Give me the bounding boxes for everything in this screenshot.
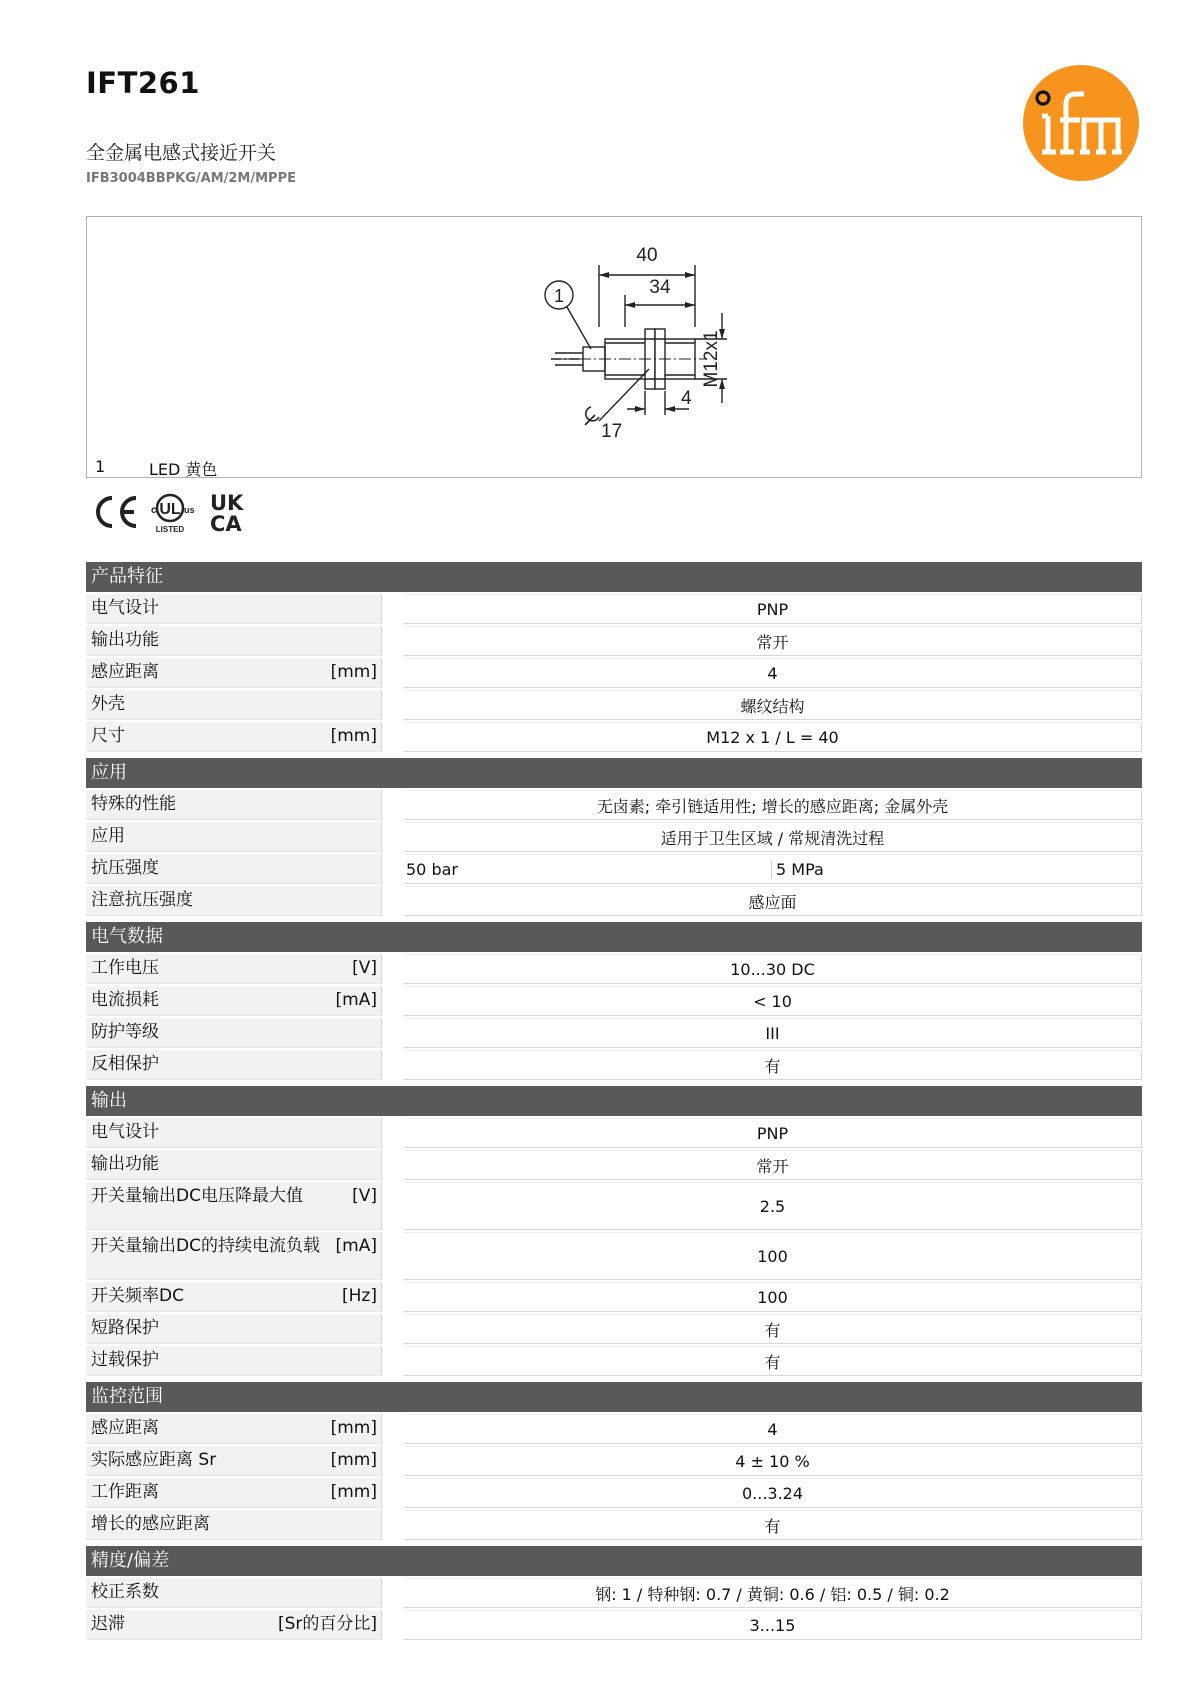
product-title: IFT261 xyxy=(86,66,200,100)
spec-row xyxy=(86,1610,1142,1640)
spec-label-cell xyxy=(86,690,382,720)
dim-thread-label: M12x1 xyxy=(701,330,722,388)
spec-unit: [mA] xyxy=(335,1236,377,1256)
spec-label-cell xyxy=(86,1150,382,1180)
dim-40-label: 40 xyxy=(636,245,658,266)
spec-label: 开关频率DC xyxy=(91,1286,184,1306)
spec-label-cell xyxy=(86,1118,382,1148)
spec-label: 输出功能 xyxy=(91,630,159,650)
spec-row xyxy=(86,1510,1142,1540)
spec-row xyxy=(86,1414,1142,1444)
spec-label-cell xyxy=(86,1346,382,1376)
spec-row xyxy=(86,854,1142,884)
svg-text:us: us xyxy=(184,505,195,515)
dim-4-label: 4 xyxy=(681,388,692,409)
spec-label-cell xyxy=(86,1182,382,1230)
spec-row xyxy=(86,1118,1142,1148)
spec-label-cell xyxy=(86,1232,382,1280)
spec-row xyxy=(86,1314,1142,1344)
spec-row xyxy=(86,658,1142,688)
spec-value-cell: 适用于卫生区域 / 常规清洗过程 xyxy=(404,822,1142,852)
spec-label-cell xyxy=(86,1610,382,1640)
spec-label: 注意抗压强度 xyxy=(91,890,193,910)
spec-value-cell: 4 xyxy=(404,658,1142,688)
spec-value-cell: 感应面 xyxy=(404,886,1142,916)
spec-label: 应用 xyxy=(91,826,125,846)
spec-value-cell: 3...15 xyxy=(404,1610,1142,1640)
spec-label-cell xyxy=(86,1314,382,1344)
spec-unit: [V] xyxy=(352,1186,377,1206)
section-header: 产品特征 xyxy=(86,562,1142,592)
svg-text:UL: UL xyxy=(159,501,181,518)
spec-value-cell: 100 xyxy=(404,1232,1142,1280)
spec-label: 感应距离 xyxy=(91,662,159,682)
spec-unit: [Sr的百分比] xyxy=(277,1614,377,1634)
spec-value-cell: 2.5 xyxy=(404,1182,1142,1230)
spec-row xyxy=(86,722,1142,752)
spec-row xyxy=(86,594,1142,624)
spec-value-alt: 5 MPa xyxy=(771,860,1141,879)
spec-unit: [mm] xyxy=(330,1450,377,1470)
cul-us-listed-icon xyxy=(151,495,195,534)
spec-value-cell: 螺纹结构 xyxy=(404,690,1142,720)
spec-row xyxy=(86,1446,1142,1476)
spec-value-cell: 4 xyxy=(404,1414,1142,1444)
dim-34-label: 34 xyxy=(649,277,671,298)
spec-unit: [mm] xyxy=(330,1482,377,1502)
spec-label: 电气设计 xyxy=(91,1122,159,1142)
spec-row xyxy=(86,1150,1142,1180)
spec-value-cell: PNP xyxy=(404,1118,1142,1148)
spec-value-cell: 10...30 DC xyxy=(404,954,1142,984)
spec-value-cell: 常开 xyxy=(404,1150,1142,1180)
spec-value-cell: 无卤素; 牵引链适用性; 增长的感应距离; 金属外壳 xyxy=(404,790,1142,820)
spec-label: 实际感应距离 Sr xyxy=(91,1450,217,1470)
dimension-drawing xyxy=(479,231,739,441)
spec-label: 感应距离 xyxy=(91,1418,159,1438)
spec-value-cell: 有 xyxy=(404,1510,1142,1540)
spec-unit: [Hz] xyxy=(342,1286,377,1306)
spec-label: 短路保护 xyxy=(91,1318,159,1338)
svg-text:LISTED: LISTED xyxy=(155,525,185,534)
spec-value-cell: 有 xyxy=(404,1050,1142,1080)
spec-row xyxy=(86,954,1142,984)
product-code: IFB3004BBPKG/AM/2M/MPPE xyxy=(86,171,296,186)
callout-number: 1 xyxy=(553,286,565,306)
svg-text:c: c xyxy=(151,505,157,516)
svg-text:UK: UK xyxy=(210,491,244,515)
spec-row xyxy=(86,1478,1142,1508)
spec-label: 增长的感应距离 xyxy=(91,1514,210,1534)
spec-label: 工作距离 xyxy=(91,1482,159,1502)
spec-value-cell: 钢: 1 / 特种钢: 0.7 / 黄铜: 0.6 / 铝: 0.5 / 铜: 0.2 xyxy=(404,1578,1142,1608)
dimension-drawing-frame xyxy=(86,216,1142,478)
section-header: 监控范围 xyxy=(86,1382,1142,1412)
spec-label: 反相保护 xyxy=(91,1054,159,1074)
spec-label-cell xyxy=(86,1510,382,1540)
spec-row xyxy=(86,1282,1142,1312)
spec-label-cell xyxy=(86,1478,382,1508)
section-header: 精度/偏差 xyxy=(86,1546,1142,1576)
spec-label: 过载保护 xyxy=(91,1350,159,1370)
spec-label-cell xyxy=(86,790,382,820)
spec-label: 电流损耗 xyxy=(91,990,159,1010)
spec-row xyxy=(86,1232,1142,1280)
spec-row xyxy=(86,986,1142,1016)
spec-row xyxy=(86,1182,1142,1230)
spec-label-cell xyxy=(86,626,382,656)
spec-label: 校正系数 xyxy=(91,1582,159,1602)
spec-value-cell: 常开 xyxy=(404,626,1142,656)
wrench-size-label: 17 xyxy=(601,421,623,441)
spec-label-cell xyxy=(86,1414,382,1444)
spec-label-cell xyxy=(86,1050,382,1080)
spec-label: 外壳 xyxy=(91,694,125,714)
spec-label: 防护等级 xyxy=(91,1022,159,1042)
spec-row xyxy=(86,790,1142,820)
spec-label: 迟滞 xyxy=(91,1614,125,1634)
spec-label-cell xyxy=(86,1282,382,1312)
spec-value: 50 bar xyxy=(406,859,458,879)
spec-row xyxy=(86,1018,1142,1048)
spec-label-cell xyxy=(86,722,382,752)
spec-unit: [V] xyxy=(352,958,377,978)
section-header: 输出 xyxy=(86,1086,1142,1116)
spec-label: 输出功能 xyxy=(91,1154,159,1174)
spec-label: 抗压强度 xyxy=(91,858,159,878)
spec-table xyxy=(86,562,1142,1640)
spec-unit: [mm] xyxy=(330,662,377,682)
spec-unit: [mm] xyxy=(330,726,377,746)
spec-label-cell xyxy=(86,1446,382,1476)
spec-value-cell: < 10 xyxy=(404,986,1142,1016)
spec-value-cell: M12 x 1 / L = 40 xyxy=(404,722,1142,752)
spec-value-cell: 4 ± 10 % xyxy=(404,1446,1142,1476)
ifm-logo-icon xyxy=(1022,64,1140,182)
spec-label-cell xyxy=(86,1578,382,1608)
spec-label-cell xyxy=(86,1018,382,1048)
spec-row xyxy=(86,1346,1142,1376)
spec-unit: [mA] xyxy=(335,990,377,1010)
legend-text: LED 黄色 xyxy=(149,460,218,479)
spec-row xyxy=(86,690,1142,720)
spec-unit: [mm] xyxy=(330,1418,377,1438)
spec-value-cell: III xyxy=(404,1018,1142,1048)
spec-value-cell: 100 xyxy=(404,1282,1142,1312)
spec-label: 电气设计 xyxy=(91,598,159,618)
spec-label-cell xyxy=(86,658,382,688)
section-header: 应用 xyxy=(86,758,1142,788)
spec-row xyxy=(86,1050,1142,1080)
certification-marks xyxy=(92,488,262,536)
spec-label-cell xyxy=(86,954,382,984)
ce-icon xyxy=(98,498,136,526)
spec-label-cell xyxy=(86,986,382,1016)
spec-value-cell xyxy=(404,854,1142,884)
spec-row xyxy=(86,1578,1142,1608)
legend-number: 1 xyxy=(95,457,106,476)
svg-text:CA: CA xyxy=(210,512,242,536)
ukca-icon xyxy=(210,491,244,536)
spec-label: 开关量输出DC的持续电流负载 xyxy=(91,1236,320,1256)
spec-label-cell xyxy=(86,594,382,624)
spec-row xyxy=(86,626,1142,656)
spec-value-cell: 有 xyxy=(404,1346,1142,1376)
spec-row xyxy=(86,822,1142,852)
spec-label: 开关量输出DC电压降最大值 xyxy=(91,1186,303,1206)
product-subtitle: 全金属电感式接近开关 xyxy=(86,142,277,164)
spec-label-cell xyxy=(86,854,382,884)
section-header: 电气数据 xyxy=(86,922,1142,952)
spec-label: 特殊的性能 xyxy=(91,794,176,814)
spec-label-cell xyxy=(86,822,382,852)
spec-value-cell: 0...3.24 xyxy=(404,1478,1142,1508)
spec-value-cell: 有 xyxy=(404,1314,1142,1344)
spec-label: 尺寸 xyxy=(91,726,125,746)
spec-value-cell: PNP xyxy=(404,594,1142,624)
spec-label: 工作电压 xyxy=(91,958,159,978)
spec-row xyxy=(86,886,1142,916)
spec-label-cell xyxy=(86,886,382,916)
